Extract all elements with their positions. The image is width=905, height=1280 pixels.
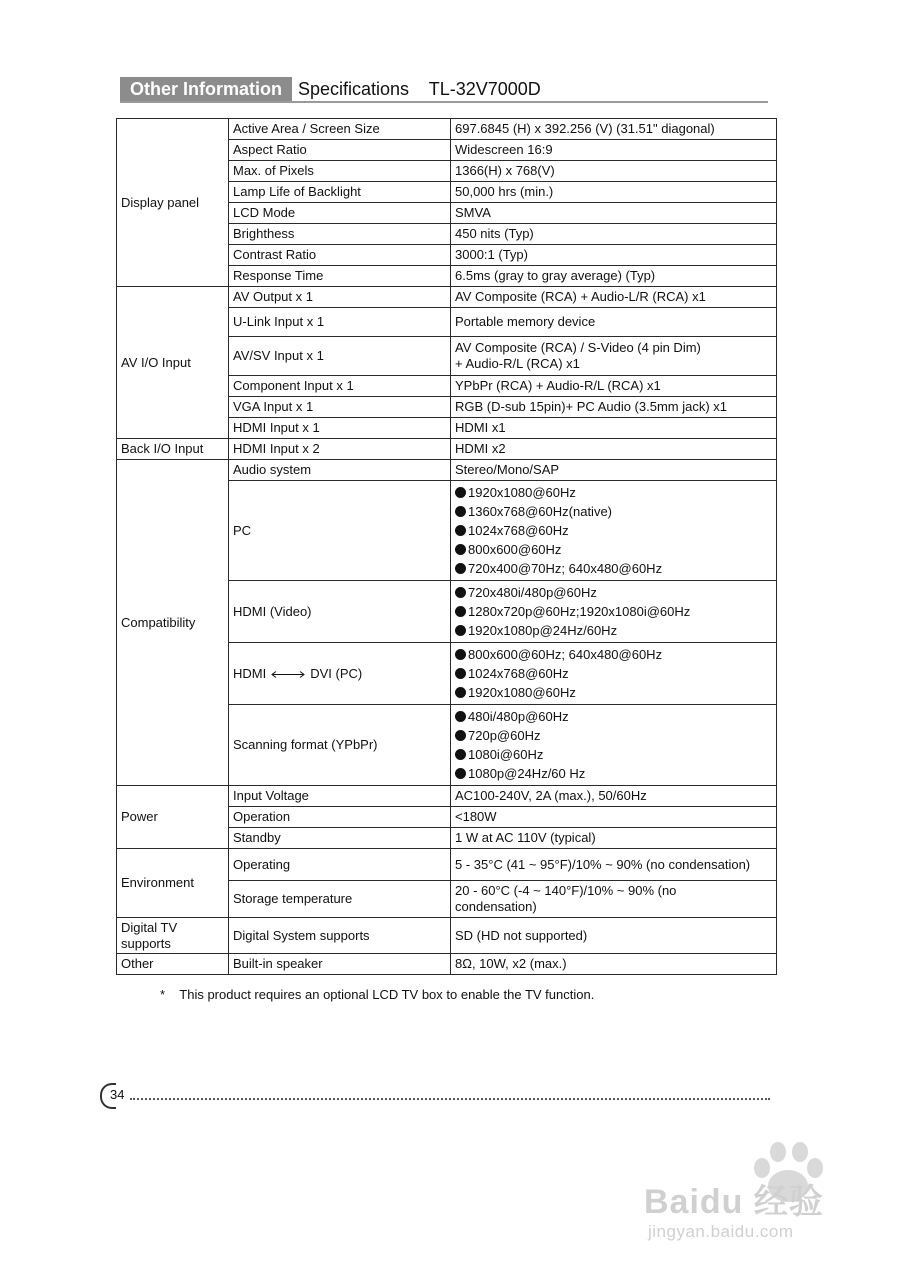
table-row <box>117 849 777 881</box>
bullet-icon <box>455 525 466 536</box>
bullet-icon <box>455 587 466 598</box>
bullet-icon <box>455 563 466 574</box>
group-compatibility: Compatibility <box>117 460 229 786</box>
table-row <box>117 460 777 481</box>
spec-label: AV Output x 1 <box>229 287 451 308</box>
spec-value: HDMI x1 <box>451 418 777 439</box>
spec-label: Brighthess <box>229 224 451 245</box>
bullet-icon <box>455 649 466 660</box>
list-item: 800x600@60Hz <box>455 540 772 559</box>
spec-label: Operation <box>229 807 451 828</box>
spec-value <box>451 881 777 918</box>
table-row <box>117 954 777 975</box>
spec-label: Component Input x 1 <box>229 376 451 397</box>
spec-label <box>229 643 451 705</box>
spec-value: 450 nits (Typ) <box>451 224 777 245</box>
spec-value: 1 W at AC 110V (typical) <box>451 828 777 849</box>
page-footer <box>100 1083 770 1107</box>
spec-label: Aspect Ratio <box>229 140 451 161</box>
list-item: 1920x1080p@24Hz/60Hz <box>455 621 772 640</box>
list-item: 720p@60Hz <box>455 726 772 745</box>
group-digital-tv <box>117 918 229 954</box>
spec-value: AV Composite (RCA) + Audio-L/R (RCA) x1 <box>451 287 777 308</box>
page-number: 34 <box>110 1087 125 1102</box>
list-item: 720x400@70Hz; 640x480@60Hz <box>455 559 772 578</box>
group-back-io: Back I/O Input <box>117 439 229 460</box>
bullet-icon <box>455 730 466 741</box>
group-display-panel: Display panel <box>117 119 229 287</box>
bullet-icon <box>455 768 466 779</box>
spec-label: Scanning format (YPbPr) <box>229 705 451 786</box>
spec-label: Standby <box>229 828 451 849</box>
spec-value: 3000:1 (Typ) <box>451 245 777 266</box>
spec-value: 8Ω, 10W, x2 (max.) <box>451 954 777 975</box>
list-item: 1920x1080@60Hz <box>455 483 772 502</box>
spec-label: Active Area / Screen Size <box>229 119 451 140</box>
spec-label: Built-in speaker <box>229 954 451 975</box>
value-line: AV Composite (RCA) / S-Video (4 pin Dim) <box>455 340 701 355</box>
bullet-icon <box>455 544 466 555</box>
spec-value-list <box>451 705 777 786</box>
spec-value: RGB (D-sub 15pin)+ PC Audio (3.5mm jack) x1 <box>451 397 777 418</box>
spec-label: PC <box>229 481 451 581</box>
spec-value: Stereo/Mono/SAP <box>451 460 777 481</box>
dvi-label: DVI (PC) <box>310 665 363 681</box>
list-item: 1024x768@60Hz <box>455 664 772 683</box>
spec-table <box>116 118 777 975</box>
table-row <box>117 439 777 460</box>
spec-value: Portable memory device <box>451 308 777 337</box>
list-item: 480i/480p@60Hz <box>455 707 772 726</box>
table-row <box>117 287 777 308</box>
spec-label: Contrast Ratio <box>229 245 451 266</box>
table-row <box>117 786 777 807</box>
double-arrow-icon <box>270 670 306 679</box>
value-line: condensation) <box>455 899 537 914</box>
spec-label: AV/SV Input x 1 <box>229 337 451 376</box>
spec-label: Operating <box>229 849 451 881</box>
section-tag: Other Information <box>120 77 292 101</box>
spec-value-list <box>451 481 777 581</box>
bullet-icon <box>455 711 466 722</box>
spec-value: 50,000 hrs (min.) <box>451 182 777 203</box>
spec-value: <180W <box>451 807 777 828</box>
spec-label: HDMI Input x 1 <box>229 418 451 439</box>
watermark-brand: Baidu 经验 <box>644 1183 824 1221</box>
spec-label: U-Link Input x 1 <box>229 308 451 337</box>
watermark <box>640 1140 860 1250</box>
value-line: + Audio-R/L (RCA) x1 <box>455 356 580 371</box>
footnote: * This product requires an optional LCD TV box to enable the TV function. <box>160 987 595 1002</box>
spec-value: HDMI x2 <box>451 439 777 460</box>
group-line: Digital TV <box>121 919 178 935</box>
bullet-icon <box>455 668 466 679</box>
list-item: 1280x720p@60Hz;1920x1080i@60Hz <box>455 602 772 621</box>
list-item: 1360x768@60Hz(native) <box>455 502 772 521</box>
table-row <box>117 119 777 140</box>
list-item: 1080i@60Hz <box>455 745 772 764</box>
hdmi-label: HDMI <box>233 665 267 681</box>
list-item: 1920x1080@60Hz <box>455 683 772 702</box>
table-row <box>117 918 777 954</box>
bullet-icon <box>455 487 466 498</box>
bullet-icon <box>455 687 466 698</box>
spec-label: Audio system <box>229 460 451 481</box>
spec-label: Storage temperature <box>229 881 451 918</box>
bullet-icon <box>455 606 466 617</box>
list-item: 800x600@60Hz; 640x480@60Hz <box>455 645 772 664</box>
group-environment: Environment <box>117 849 229 918</box>
list-item: 1024x768@60Hz <box>455 521 772 540</box>
spec-value <box>451 337 777 376</box>
spec-value: SD (HD not supported) <box>451 918 777 954</box>
spec-value: 5 - 35°C (41 ~ 95°F)/10% ~ 90% (no condensation) <box>451 849 777 881</box>
spec-label: HDMI (Video) <box>229 581 451 643</box>
spec-value-list <box>451 643 777 705</box>
spec-label: Response Time <box>229 266 451 287</box>
list-item: 1080p@24Hz/60 Hz <box>455 764 772 783</box>
dotted-leader <box>130 1098 770 1100</box>
spec-label: Digital System supports <box>229 918 451 954</box>
spec-label: LCD Mode <box>229 203 451 224</box>
bullet-icon <box>455 625 466 636</box>
spec-label: Input Voltage <box>229 786 451 807</box>
page-title: Specifications TL-32V7000D <box>298 79 541 99</box>
spec-value: 1366(H) x 768(V) <box>451 161 777 182</box>
spec-value: Widescreen 16:9 <box>451 140 777 161</box>
group-other: Other <box>117 954 229 975</box>
group-power: Power <box>117 786 229 849</box>
spec-value: 6.5ms (gray to gray average) (Typ) <box>451 266 777 287</box>
section-header <box>120 77 768 103</box>
bullet-icon <box>455 749 466 760</box>
spec-value: YPbPr (RCA) + Audio-R/L (RCA) x1 <box>451 376 777 397</box>
spec-label: VGA Input x 1 <box>229 397 451 418</box>
spec-value-list <box>451 581 777 643</box>
spec-label: Max. of Pixels <box>229 161 451 182</box>
spec-value: SMVA <box>451 203 777 224</box>
spec-label: Lamp Life of Backlight <box>229 182 451 203</box>
spec-label: HDMI Input x 2 <box>229 439 451 460</box>
value-line: 20 - 60°C (-4 ~ 140°F)/10% ~ 90% (no <box>455 883 677 898</box>
watermark-url: jingyan.baidu.com <box>648 1222 794 1241</box>
group-av-io: AV I/O Input <box>117 287 229 439</box>
bullet-icon <box>455 506 466 517</box>
spec-value: AC100-240V, 2A (max.), 50/60Hz <box>451 786 777 807</box>
group-line: supports <box>121 935 171 951</box>
list-item: 720x480i/480p@60Hz <box>455 583 772 602</box>
spec-value: 697.6845 (H) x 392.256 (V) (31.51" diagonal) <box>451 119 777 140</box>
